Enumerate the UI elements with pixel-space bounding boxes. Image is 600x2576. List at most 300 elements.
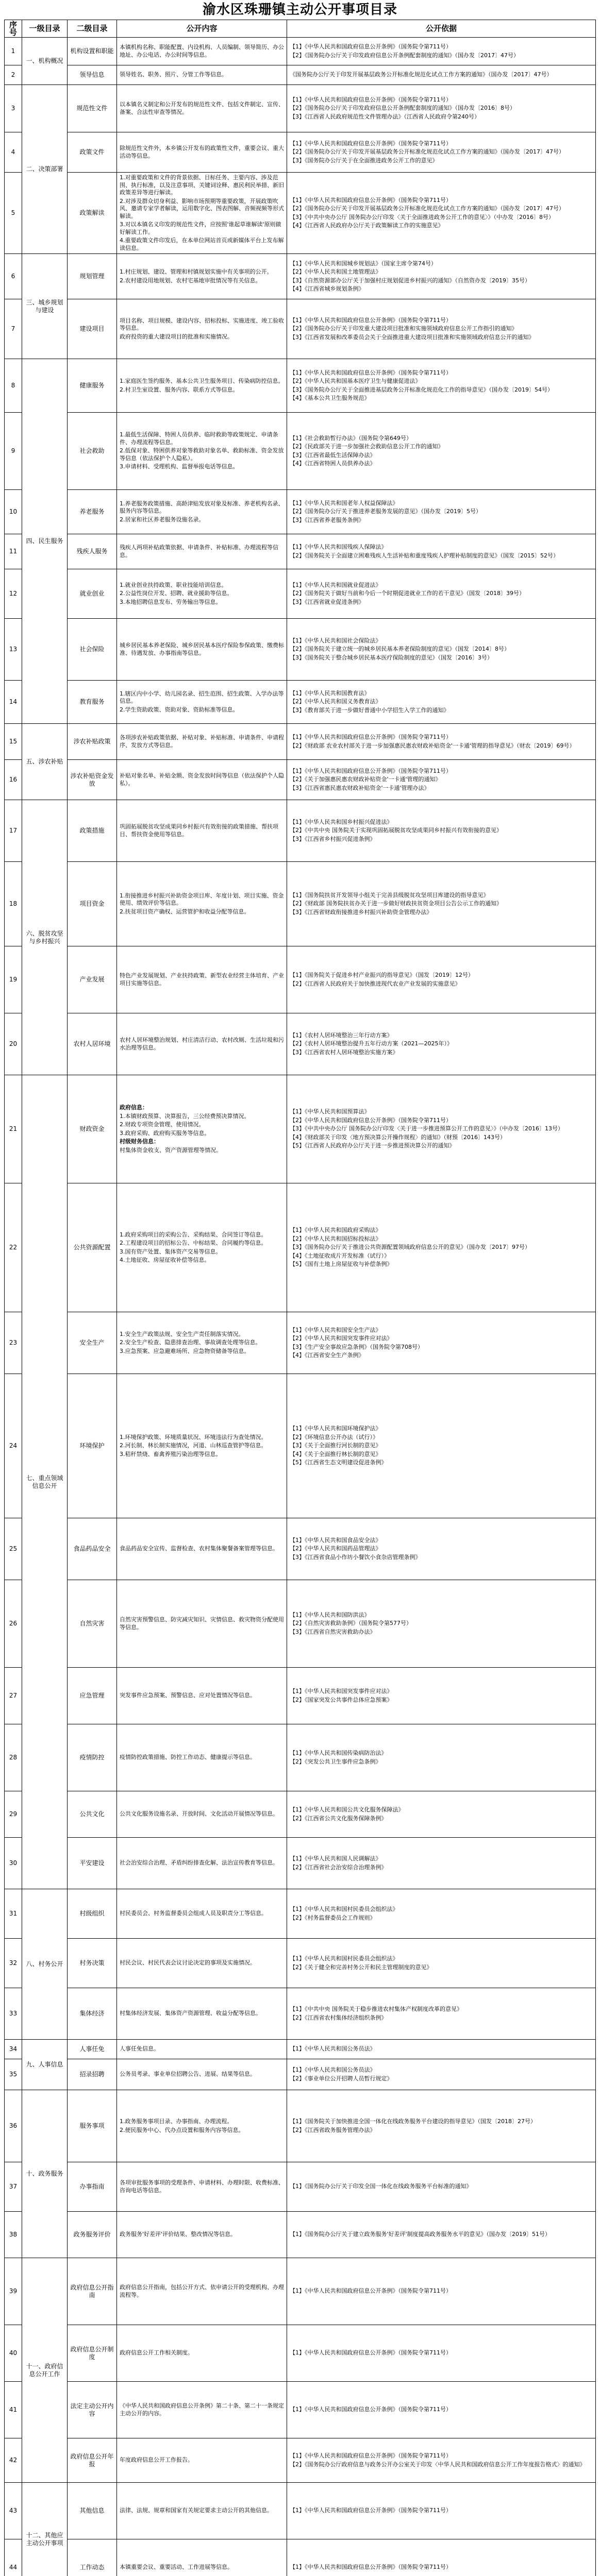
row-basis	[287, 946, 596, 1013]
row-seq: 34	[5, 2040, 22, 2059]
row-content	[117, 359, 287, 413]
basis-line: 【1】《中华人民共和国政府信息公开条例》（国务院令第711号）	[290, 2349, 452, 2357]
row-seq: 23	[5, 1312, 22, 1374]
basis-line: 【1】《中华人民共和国政府信息公开条例》（国务院令第711号）	[290, 369, 452, 376]
row-level2-category: 健康服务	[68, 359, 117, 413]
row-content	[117, 254, 287, 299]
table-row	[5, 132, 596, 173]
row-basis	[287, 724, 596, 760]
basis-line: 【2】《中华人民共和国土地管理法》	[290, 268, 381, 275]
content-line: 政府信息：	[120, 1104, 148, 1111]
content-line: 人事任免信息。	[120, 2045, 159, 2053]
row-content	[117, 1518, 287, 1580]
row-seq: 38	[5, 2212, 22, 2258]
row-basis	[287, 1518, 596, 1580]
basis-line: 【1】《中华人民共和国城乡规划法》（国家主席令第74号）	[290, 260, 437, 267]
table-row	[5, 619, 596, 681]
basis-line: 【1】《中华人民共和国政府采购法》	[290, 1227, 381, 1234]
row-level2-category: 教育服务	[68, 681, 117, 724]
content-line: 各项涉农补贴政策依据、补贴对象、补贴标准、申请条件、申请程序、发放方式等信息。	[120, 734, 284, 749]
basis-line: 《国务院办公厅关于印发开展基层政务公开标准化规范化试点工作方案的通知》（国办发〔2017〕47号）	[290, 71, 553, 78]
row-level1-category: 八、村务公开	[22, 1889, 68, 2040]
basis-line: 【2】《关于健全和完善村务公开和民主管理制度的意见》	[290, 1963, 432, 1971]
basis-line: 【2】《财政部 国务院扶贫办关于进一步做好财政扶贫资金项目公告公示工作的通知》	[290, 900, 502, 907]
row-content	[117, 132, 287, 173]
basis-line: 【2】《国务院办公厅关于印发政府信息公开条例配套制度的通知》（国办发〔2017〕47号）	[290, 52, 519, 59]
row-basis	[287, 2325, 596, 2382]
row-seq: 20	[5, 1013, 22, 1075]
basis-line: 【1】《国务院扶贫开发领导小组关于完善县级脱贫攻坚项目库建设的指导意见》	[290, 891, 489, 899]
row-seq: 16	[5, 760, 22, 800]
header-basis: 公开依据	[287, 20, 596, 38]
content-line: 2.村卫生室设置、服务内容、联系方式等信息。	[120, 386, 239, 393]
row-content	[117, 1312, 287, 1374]
row-basis	[287, 173, 596, 254]
row-content	[117, 490, 287, 534]
basis-line: 【2】《村务监督委员会工作规则》	[290, 1914, 376, 1921]
row-level2-category: 工作动态	[68, 2539, 117, 2576]
basis-line: 【4】《基本公共卫生服务规范》	[290, 395, 370, 401]
row-level2-category: 农村人居环境	[68, 1013, 117, 1075]
row-content	[117, 65, 287, 85]
basis-line: 【3】《江西省乡村振兴促进条例》	[290, 835, 376, 842]
row-seq: 30	[5, 1838, 22, 1889]
content-line: 1.本镇财政预算、决算报告，三公经费预决算情况。	[120, 1112, 250, 1120]
row-seq: 33	[5, 1988, 22, 2040]
row-basis	[287, 681, 596, 724]
content-line: 4.重要政策文件印发后，在本单位网站首页或新媒体平台上发布解读信息。	[120, 237, 284, 251]
basis-line: 【2】《中华人民共和国政府信息公开条例》（国务院令第711号）	[290, 1116, 452, 1124]
content-line: 政府信息公开工作相关制度。	[120, 2349, 193, 2357]
basis-line: 【1】《中华人民共和国预算法》	[290, 1108, 370, 1115]
basis-line: 【2】《国务院办公厅关于印发开展基层政务公开标准化规范化试点工作方案的通知》（国办发〔2017〕47号）	[290, 205, 564, 212]
row-seq: 13	[5, 619, 22, 681]
row-seq: 6	[5, 254, 22, 299]
content-line: 法律、法规、规章和国家有关规定要求主动公开的其他信息。	[120, 2507, 273, 2514]
basis-line: 【1】《国务院办公厅关于建立政务服务'好差评'制度提高政务服务水平的意见》（国办发〔2019〕51号）	[290, 2231, 551, 2238]
row-content	[117, 2258, 287, 2325]
content-line: 领导姓名、职务、照片、分管工作等信息。	[120, 71, 227, 78]
content-line: 除规范性文件外，本乡镇公开发布的政策性文件，重要会议、重大活动等信息。	[120, 145, 284, 159]
content-line: 3.政府采购、政府购买服务等信息。	[120, 1129, 210, 1137]
basis-line: 【2】《农村人居环境整治提升五年行动方案（2021—2025年）》	[290, 1040, 453, 1047]
table-row	[5, 724, 596, 760]
content-line: 农村人居环境整治规划、村庄清洁行动、农村改厕、生活垃圾和污水治理等信息。	[120, 1037, 284, 1051]
content-line: 2.财政专项资金管理、使用情况。	[120, 1121, 205, 1128]
basis-line: 【3】《中共中央办公厅 国务院办公厅印发〈关于全面推进政务公开工作的意见〉》（中办发〔2016〕8号）	[290, 213, 554, 221]
row-level2-category: 产业发展	[68, 946, 117, 1013]
content-line: 2.河长制、林长制实施情况，河道、山林巡查管护等信息。	[120, 1442, 267, 1449]
table-row	[5, 1183, 596, 1312]
row-basis	[287, 38, 596, 65]
row-content	[117, 1580, 287, 1668]
basis-line: 【2】《自然灾害救助条例》（国务院令第577号）	[290, 1620, 412, 1627]
row-basis	[287, 1075, 596, 1183]
row-content	[117, 1838, 287, 1889]
table-row	[5, 800, 596, 862]
row-level2-category: 应急管理	[68, 1668, 117, 1724]
row-seq: 10	[5, 490, 22, 534]
basis-line: 【1】《中华人民共和国残疾人保障法》	[290, 544, 387, 550]
row-level1-category: 九、人事信息	[22, 2040, 68, 2090]
row-level1-category: 一、机构概况	[22, 38, 68, 85]
row-basis	[287, 1183, 596, 1312]
table-row	[5, 2162, 596, 2212]
content-line: 城乡居民基本养老保险、城乡居民基本医疗保险参保政策、缴费标准、待遇发放、办事指南等信息。	[120, 642, 284, 656]
content-line: 疫情防控政策措施、防控工作动态、健康提示等信息。	[120, 1754, 256, 1761]
row-level2-category: 政务服务评价	[68, 2212, 117, 2258]
content-line: 补贴对象名单、补贴金额、资金发放时间等信息（依法保护个人隐私）。	[120, 772, 284, 787]
row-content	[117, 85, 287, 132]
basis-line: 【1】《中华人民共和国公共文化服务保障法》	[290, 1806, 404, 1813]
row-level2-category: 政府信息公开制度	[68, 2325, 117, 2382]
row-seq: 41	[5, 2382, 22, 2438]
content-line: 3.本地招聘信息发布、劳务输出等信息。	[120, 598, 222, 605]
content-line: 1.养老服务政策措施、高龄津贴发放对象及标准、养老机构名录、服务内容等信息。	[120, 500, 284, 515]
row-basis	[287, 1668, 596, 1724]
table-row	[5, 2483, 596, 2539]
row-content	[117, 1724, 287, 1791]
row-basis	[287, 2438, 596, 2483]
row-level2-category: 社会保险	[68, 619, 117, 681]
row-basis	[287, 132, 596, 173]
table-row	[5, 2059, 596, 2090]
basis-line: 【3】《自然资源部办公厅关于加强村庄规划促进乡村振兴的通知》（自然资办发〔2019〕35号）	[290, 277, 530, 284]
row-content	[117, 2212, 287, 2258]
basis-line: 【2】《中华人民共和国药品管理法》	[290, 1545, 381, 1552]
basis-line: 【1】《农村人居环境整治三年行动方案》	[290, 1031, 393, 1039]
table-row	[5, 1374, 596, 1518]
row-basis	[287, 1013, 596, 1075]
content-line: 食品药品安全宣传、监督检查、农村集体聚餐备案管理等信息。	[120, 1545, 278, 1552]
row-basis	[287, 1838, 596, 1889]
row-basis	[287, 1580, 596, 1668]
content-line: 2.学生资助政策、资助对象、资助标准等信息。	[120, 706, 239, 713]
content-line: 各项审批服务事项的受理条件、申请材料、办理时限、收费标准、咨询电话等信息。	[120, 2179, 284, 2194]
basis-line: 【2】《国务院关于做好当前和今后一个时期促进就业工作的若干意见》（国发〔2018〕39号）	[290, 590, 525, 597]
basis-line: 【1】《中华人民共和国政府信息公开条例》（国务院令第711号）	[290, 734, 452, 740]
row-content	[117, 2382, 287, 2438]
content-line: 项目名称、项目规模、建设内容、招标投标、实施进度、竣工验收等信息。	[120, 317, 284, 332]
row-content	[117, 1013, 287, 1075]
basis-line: 【2】《中华人民共和国突发事件应对法》	[290, 1335, 393, 1342]
table-row	[5, 1518, 596, 1580]
content-line: 2.扶贫项目资产确权、运营管护和收益分配等信息。	[120, 908, 250, 915]
content-line: 1.家庭医生签约服务、基本公共卫生服务项目、传染病防控信息。	[120, 378, 284, 384]
row-level2-category: 其他信息	[68, 2483, 117, 2539]
row-basis	[287, 2212, 596, 2258]
row-seq: 21	[5, 1075, 22, 1183]
table-row	[5, 1668, 596, 1724]
basis-line: 【3】《江西省人民政府规范性文件管理办法》（江西省人民政府令第240号）	[290, 113, 480, 120]
content-line: 2.低保对象、特困供养对象等救助对象名单、救助标准、资金发放等信息（依法保护个人隐私）。	[120, 447, 284, 462]
row-seq: 27	[5, 1668, 22, 1724]
row-content	[117, 2040, 287, 2059]
row-basis	[287, 2258, 596, 2325]
row-seq: 25	[5, 1518, 22, 1580]
table-row	[5, 2212, 596, 2258]
basis-line: 【4】《江西省城乡规划条例》	[290, 285, 364, 292]
basis-line: 【2】《国务院关于建立统一的城乡居民基本养老保险制度的意见》（国发〔2014〕8号）	[290, 646, 510, 653]
row-seq: 17	[5, 800, 22, 862]
basis-line: 【3】《国务院办公厅关于全面推进基层政务公开标准化规范化工作的指导意见》（国办发〔2019〕54号）	[290, 386, 553, 393]
row-basis	[287, 760, 596, 800]
row-seq: 43	[5, 2483, 22, 2539]
row-seq: 7	[5, 299, 22, 359]
basis-line: 【2】《环境信息公开办法（试行）》	[290, 1433, 378, 1440]
basis-line: 【1】《中华人民共和国政府信息公开条例》（国务院令第711号）	[290, 96, 452, 103]
basis-line: 【2】《江西省社会治安综合治理条例》	[290, 1863, 387, 1871]
row-basis	[287, 254, 596, 299]
row-basis	[287, 2539, 596, 2576]
basis-line: 【1】《中华人民共和国政府信息公开条例》（国务院令第711号）	[290, 140, 452, 147]
row-content	[117, 1075, 287, 1183]
row-seq: 24	[5, 1374, 22, 1518]
table-row	[5, 1791, 596, 1838]
table-row	[5, 1724, 596, 1791]
row-content	[117, 2325, 287, 2382]
table-row	[5, 1889, 596, 1939]
row-level2-category: 残疾人服务	[68, 534, 117, 569]
table-row	[5, 862, 596, 946]
document-title: 渝水区珠珊镇主动公开事项目录	[202, 2, 397, 18]
content-line: 本镇重要会议、重要活动、工作进展等信息。	[120, 2564, 233, 2571]
content-line: 1.衔接推进乡村振兴补助资金项目库、年度计划、项目实施、资金使用、绩效评价等信息。	[120, 892, 284, 907]
row-seq: 37	[5, 2162, 22, 2212]
basis-line: 【1】《国务院办公厅关于印发全国一体化在线政务服务平台标准的通知》	[290, 2183, 472, 2190]
row-basis	[287, 65, 596, 85]
content-line: 公务员考录、事业单位招聘公告、进展、结果等信息。	[120, 2071, 256, 2078]
row-seq: 44	[5, 2539, 22, 2576]
row-level2-category: 政策措施	[68, 800, 117, 862]
row-seq: 32	[5, 1939, 22, 1988]
row-seq: 4	[5, 132, 22, 173]
content-line: 巩固拓展脱贫攻坚成果同乡村振兴有效衔接的政策措施、帮扶项目、帮扶资金使用等信息。	[120, 823, 278, 838]
basis-line: 【1】《中华人民共和国教育法》	[290, 689, 370, 697]
basis-line: 【1】《国务院关于加快推进全国一体化在线政务服务平台建设的指导意见》（国发〔2018〕27号）	[290, 2118, 536, 2125]
row-level2-category: 就业创业	[68, 569, 117, 619]
basis-line: 【2】《国务院办公厅政府信息与政务公开办公室关于印发〈中华人民共和国政府信息公开工作年度报告格式〉的通知》	[290, 2461, 586, 2468]
table-row	[5, 2258, 596, 2325]
basis-line: 【1】《中华人民共和国人民调解法》	[290, 1855, 381, 1862]
row-level2-category: 办事指南	[68, 2162, 117, 2212]
row-seq: 40	[5, 2325, 22, 2382]
row-content	[117, 724, 287, 760]
basis-line: 【5】《江西省生态文明建设促进条例》	[290, 1459, 387, 1466]
content-line: 2.安全生产检查、隐患排查治理、事故调查处理等信息。	[120, 1339, 261, 1346]
content-line: 3.国有资产处置、集体资产交易等信息。	[120, 1248, 222, 1255]
basis-line: 【2】《江西省农村集体经济组织条例》	[290, 2014, 387, 2021]
row-level2-category: 平安建设	[68, 1838, 117, 1889]
basis-line: 【1】《中华人民共和国政府信息公开条例》（国务院令第711号）	[290, 2452, 452, 2459]
basis-line: 【1】《中华人民共和国环境保护法》	[290, 1425, 381, 1432]
basis-line: 【4】《江西省特困人员供养办法》	[290, 460, 376, 467]
content-line: 村民委员会、村务监督委员会组成人员及职责分工等信息。	[120, 1910, 267, 1917]
row-seq: 3	[5, 85, 22, 132]
basis-line: 【3】《江西省财政衔接推进乡村振兴补助资金管理办法》	[290, 908, 432, 916]
row-level2-category: 公共文化	[68, 1791, 117, 1838]
row-basis	[287, 1724, 596, 1791]
row-seq: 12	[5, 569, 22, 619]
row-seq: 42	[5, 2438, 22, 2483]
row-seq: 1	[5, 38, 22, 65]
basis-line: 【2】《中华人民共和国义务教育法》	[290, 698, 381, 705]
row-seq: 28	[5, 1724, 22, 1791]
basis-line: 【1】《中华人民共和国政府信息公开条例》（国务院令第711号）	[290, 2564, 452, 2571]
row-level2-category: 集体经济	[68, 1988, 117, 2040]
table-row	[5, 1580, 596, 1668]
basis-line: 【1】《中华人民共和国乡村振兴促进法》	[290, 818, 393, 825]
row-level2-category: 建设项目	[68, 299, 117, 359]
basis-line: 【2】《民政部关于进一步加强社会救助信息公开工作的通知》	[290, 443, 444, 450]
row-seq: 22	[5, 1183, 22, 1312]
content-line: 特色产业发展规划、产业扶持政策、新型农业经营主体培育、产业项目实施等信息。	[120, 972, 284, 987]
content-line: 《中华人民共和国政府信息公开条例》第二十条、第二十一条规定主动公开的内容。	[120, 2402, 284, 2417]
row-level2-category: 规划管理	[68, 254, 117, 299]
content-line: 1.最低生活保障、特困人员供养、临时救助等政策规定、申请条件、办理流程等信息。	[120, 431, 278, 446]
table-row	[5, 1312, 596, 1374]
basis-line: 【2】《国务院关于全面建立困难残疾人生活补贴和重度残疾人护理补贴制度的意见》（国发〔2015〕52号）	[290, 552, 559, 559]
row-content	[117, 619, 287, 681]
content-line: 1.政府采购项目的采购公告、采购结果、合同签订等信息。	[120, 1231, 267, 1238]
basis-line: 【4】《江西省安全生产条例》	[290, 1352, 364, 1359]
basis-line: 【2】《国务院办公厅关于印发开展基层政务公开标准化规范化试点工作方案的通知》（国办发〔2017〕47号）	[290, 148, 564, 156]
row-basis	[287, 490, 596, 534]
row-basis	[287, 359, 596, 413]
row-content	[117, 1668, 287, 1724]
table-row	[5, 38, 596, 65]
row-level2-category: 政策解读	[68, 173, 117, 254]
row-basis	[287, 85, 596, 132]
row-level2-category: 政府信息公开年报	[68, 2438, 117, 2483]
row-level2-category: 领导信息	[68, 65, 117, 85]
table-row	[5, 1939, 596, 1988]
content-line: 年度政府信息公开工作报告。	[120, 2456, 193, 2464]
row-basis	[287, 862, 596, 946]
basis-line: 【2】《江西省政务服务管理办法》	[290, 2126, 376, 2133]
row-level2-category: 涉农补贴政策	[68, 724, 117, 760]
row-basis	[287, 2040, 596, 2059]
table-row	[5, 569, 596, 619]
row-content	[117, 1374, 287, 1518]
basis-line: 【2】《国务院办公厅关于印发重大建设项目批准和实施领域政府信息公开工作指引的通知》	[290, 325, 518, 332]
content-line: 2.公益性岗位开发、招聘、就业援助等信息。	[120, 590, 233, 597]
content-line: 2.对涉及群众切身利益、影响市场预期等重要政策，开展政策吹风、邀请专家学者解读，运用数字化、图表图解、音频视频等形式解读。	[120, 197, 284, 219]
row-content	[117, 760, 287, 800]
row-level2-category: 村务决策	[68, 1939, 117, 1988]
basis-line: 【2】《江西省公共文化服务保障条例》	[290, 1815, 387, 1822]
row-level2-category: 村级组织	[68, 1889, 117, 1939]
row-level2-category: 招录招聘	[68, 2059, 117, 2090]
content-line: 突发事件应急预案、预警信息、应对处置情况等信息。	[120, 1692, 256, 1699]
content-line: 公共文化服务设施名录、开放时间、文化活动开展情况等信息。	[120, 1810, 278, 1818]
content-line: 3.申请材料、受理机构、监督举报电话等信息。	[120, 463, 239, 470]
basis-line: 【2】《国务院办公厅关于推进养老服务发展的意见》（国办发〔2019〕5号）	[290, 508, 481, 515]
table-row	[5, 173, 596, 254]
row-level2-category: 涉农补贴资金发放	[68, 760, 117, 800]
row-level1-category: 七、重点领域信息公开	[22, 1075, 68, 1889]
row-content	[117, 173, 287, 254]
row-content	[117, 413, 287, 490]
table-row	[5, 2325, 596, 2382]
row-content	[117, 2539, 287, 2576]
table-row	[5, 534, 596, 569]
header-level1: 一级目录	[22, 20, 68, 38]
basis-line: 【2】《中华人民共和国基本医疗卫生与健康促进法》	[290, 378, 421, 384]
table-row	[5, 359, 596, 413]
basis-line: 【5】《国有土地上房屋征收与补偿条例》	[290, 1261, 393, 1268]
row-level2-category: 项目资金	[68, 862, 117, 946]
basis-line: 【3】《江西省养老服务条例》	[290, 516, 364, 523]
content-line: 村集体资金收支、资产资源管理等情况。	[120, 1146, 222, 1154]
basis-line: 【1】《中华人民共和国食品安全法》	[290, 1536, 381, 1544]
row-content	[117, 2059, 287, 2090]
row-level2-category: 服务事项	[68, 2090, 117, 2162]
row-content	[117, 534, 287, 569]
content-line: 1.环境保护政策、环境质量状况、环境违法行为查处情况。	[120, 1433, 267, 1440]
content-line: 4.土地征收、房屋征收补偿等信息。	[120, 1257, 210, 1263]
row-content	[117, 1183, 287, 1312]
basis-line: 【1】《中共中央 国务院关于稳步推进农村集体产权制度改革的意见》	[290, 2006, 462, 2012]
basis-line: 【1】《社会救助暂行办法》（国务院令第649号）	[290, 434, 412, 442]
basis-line: 【3】《生产安全事故应急条例》（国务院令第708号）	[290, 1343, 423, 1350]
content-line: 1.政务服务事项目录、办事指南、办理流程。	[120, 2118, 233, 2125]
table-row	[5, 946, 596, 1013]
table-row	[5, 1988, 596, 2040]
row-level2-category: 法定主动公开内容	[68, 2382, 117, 2438]
row-seq: 26	[5, 1580, 22, 1668]
row-content	[117, 800, 287, 862]
basis-line: 【3】《江西省食品小作坊小餐饮小食杂店管理条例》	[290, 1553, 421, 1561]
basis-line: 【2】《中共中央 国务院关于实现巩固拓展脱贫攻坚成果同乡村振兴有效衔接的意见》	[290, 827, 502, 834]
row-level1-category: 三、城乡规划与建设	[22, 254, 68, 359]
row-content	[117, 2438, 287, 2483]
basis-line: 【2】《关于加强惠民惠农财政补贴资金'一卡通'管理的通知》	[290, 776, 441, 783]
row-level1-category: 四、民生服务	[22, 359, 68, 724]
row-content	[117, 862, 287, 946]
row-level2-category: 自然灾害	[68, 1580, 117, 1668]
basis-line: 【1】《中华人民共和国政府信息公开条例》（国务院令第711号）	[290, 196, 452, 204]
content-line: 残疾人两项补贴政策依据、申请条件、补贴标准、办理流程等信息。	[120, 544, 278, 558]
basis-line: 【3】《江西省自然灾害救助办法》	[290, 1628, 376, 1635]
basis-line: 【3】《江西省发展和改革委员会关于全面推进重大建设项目批准和实施领域政府信息公开的通知》	[290, 333, 535, 341]
basis-line: 【1】《中华人民共和国传染病防治法》	[290, 1750, 387, 1756]
basis-line: 【4】《关于全面推行林长制的意见》	[290, 1450, 381, 1458]
basis-line: 【1】《中华人民共和国防洪法》	[290, 1611, 370, 1618]
table-row	[5, 760, 596, 800]
content-line: 1.安全生产政策法规、安全生产责任制落实情况。	[120, 1330, 244, 1337]
table-body	[5, 38, 596, 2576]
row-basis	[287, 1312, 596, 1374]
content-line: 3.对以本镇名义印发的规范性文件，应按照'谁起草谁解读'原则做好解读工作。	[120, 221, 281, 235]
row-content	[117, 1889, 287, 1939]
basis-line: 【3】《国务院办公厅关于推进公共资源配置领域政府信息公开的意见》（国办发〔2017〕97号）	[290, 1244, 530, 1251]
table-row	[5, 299, 596, 359]
basis-line: 【1】《中华人民共和国村民委员会组织法》	[290, 1906, 398, 1912]
row-level2-category: 政策文件	[68, 132, 117, 173]
row-level2-category: 公共资源配置	[68, 1183, 117, 1312]
row-level2-category: 养老服务	[68, 490, 117, 534]
row-basis	[287, 2483, 596, 2539]
row-basis	[287, 413, 596, 490]
row-basis	[287, 800, 596, 862]
content-line: 2.工程建设项目的招标公告、中标结果、合同履约等信息。	[120, 1240, 267, 1246]
basis-line: 【3】《江西省农村人居环境整治实施方案》	[290, 1048, 398, 1056]
basis-line: 【1】《中华人民共和国突发事件应对法》	[290, 1688, 393, 1694]
row-content	[117, 2483, 287, 2539]
basis-line: 【1】《中华人民共和国政府信息公开条例》（国务院令第711号）	[290, 43, 452, 50]
row-content	[117, 2090, 287, 2162]
